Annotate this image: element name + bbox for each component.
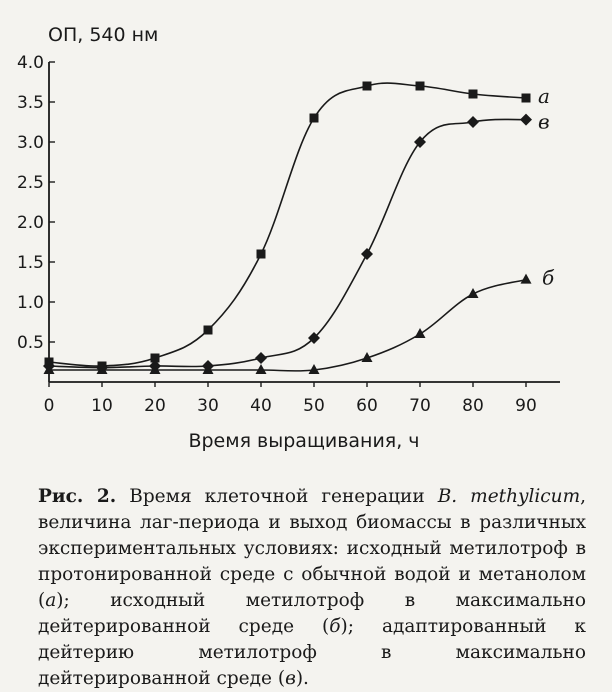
x-tick-label: 60 bbox=[356, 396, 378, 416]
series-markers bbox=[43, 82, 532, 375]
x-tick-label: 70 bbox=[409, 396, 431, 416]
caption-text-4: ); адаптированный к дейтерию метилотроф в максимально дейтерированной среде ( bbox=[38, 616, 586, 689]
square-marker bbox=[522, 94, 531, 103]
figure-caption bbox=[38, 484, 586, 692]
y-tick-label: 2.5 bbox=[16, 173, 44, 193]
series-label-1: в bbox=[538, 109, 550, 134]
x-tick-label: 90 bbox=[515, 396, 537, 416]
y-tick-label: 4.0 bbox=[16, 53, 44, 73]
y-tick-label: 0.5 bbox=[16, 333, 44, 353]
x-tick-label: 80 bbox=[462, 396, 484, 416]
caption-letter-v: в bbox=[285, 668, 296, 689]
y-tick-label: 3.0 bbox=[16, 133, 44, 153]
x-tick-label: 50 bbox=[303, 396, 325, 416]
triangle-marker bbox=[256, 364, 267, 374]
series-label-0: а bbox=[538, 84, 550, 108]
caption-text-5: ). bbox=[295, 668, 309, 689]
y-tick-label: 1.0 bbox=[16, 293, 44, 313]
x-tick-label: 40 bbox=[250, 396, 272, 416]
y-tick-label: 1.5 bbox=[16, 253, 44, 273]
square-marker bbox=[363, 82, 372, 91]
square-marker bbox=[310, 114, 319, 123]
square-marker bbox=[204, 326, 213, 335]
x-tick-label: 0 bbox=[43, 396, 55, 416]
square-marker bbox=[416, 82, 425, 91]
series-labels bbox=[538, 84, 555, 290]
diamond-marker bbox=[255, 352, 267, 364]
diamond-marker bbox=[361, 248, 373, 260]
x-axis-title: Время выращивания, ч bbox=[188, 430, 420, 452]
series-line-0 bbox=[49, 83, 526, 366]
y-tick-label: 3.5 bbox=[16, 93, 44, 113]
series-label-2: б bbox=[542, 265, 555, 290]
caption-text-3: ); исходный метилотроф в максимально дейтерированной среде ( bbox=[38, 590, 586, 637]
axes bbox=[49, 62, 560, 382]
x-tick-label: 10 bbox=[91, 396, 113, 416]
square-marker bbox=[257, 250, 266, 259]
series-lines bbox=[49, 83, 526, 371]
caption-text-2: , величина лаг-периода и выход биомассы в различных экспериментальных условиях: исходный метилотроф в протонированной среде с обычной водой и метанолом ( bbox=[38, 486, 586, 611]
triangle-marker bbox=[521, 274, 532, 284]
series-line-2 bbox=[49, 280, 526, 371]
square-marker bbox=[469, 90, 478, 99]
y-tick-label: 2.0 bbox=[16, 213, 44, 233]
triangle-marker bbox=[415, 328, 426, 338]
caption-letter-a: а bbox=[45, 590, 57, 611]
ticks bbox=[17, 53, 537, 416]
diamond-marker bbox=[467, 116, 479, 128]
caption-letter-b: б bbox=[329, 616, 341, 637]
x-tick-label: 20 bbox=[144, 396, 166, 416]
caption-species: B. methylicum bbox=[437, 486, 581, 507]
caption-text-1: Время клеточной генерации bbox=[116, 486, 438, 507]
x-tick-label: 30 bbox=[197, 396, 219, 416]
diamond-marker bbox=[520, 114, 532, 126]
series-line-1 bbox=[49, 119, 526, 367]
y-axis-title: ОП, 540 нм bbox=[48, 24, 159, 46]
caption-prefix: Рис. 2. bbox=[38, 486, 117, 507]
